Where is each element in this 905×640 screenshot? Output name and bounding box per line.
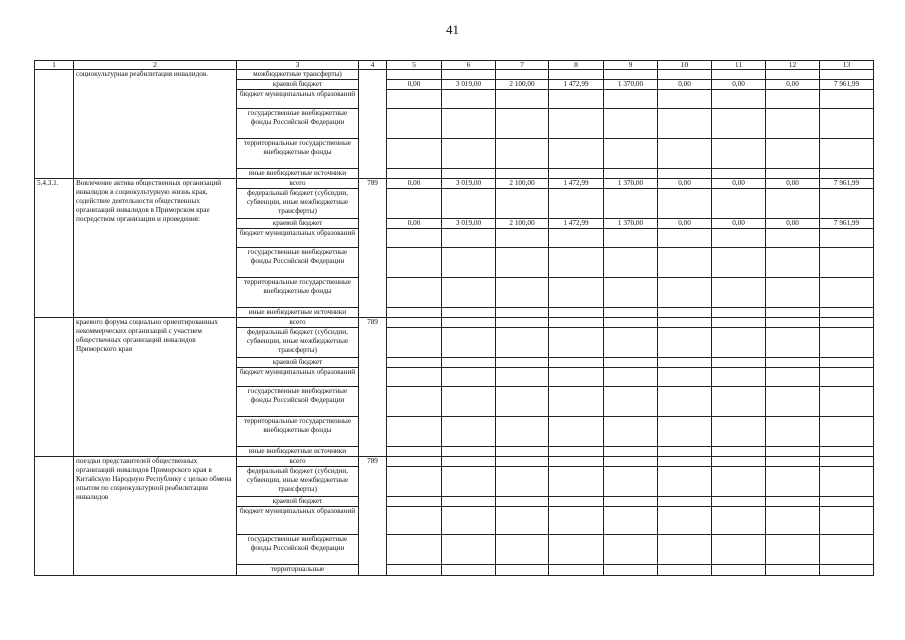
value-cell	[442, 318, 496, 328]
value-cell: 0,00	[712, 179, 766, 189]
value-cell: 7 961,99	[820, 80, 874, 90]
value-cell	[549, 318, 604, 328]
value-cell	[604, 90, 658, 109]
value-cell	[387, 90, 442, 109]
header-cell-8: 8	[549, 61, 604, 70]
value-cell	[549, 467, 604, 497]
value-cell: 0,00	[712, 80, 766, 90]
value-cell	[604, 248, 658, 278]
value-cell	[712, 457, 766, 467]
value-cell	[496, 467, 549, 497]
value-cell: 7 961,99	[820, 179, 874, 189]
value-cell	[496, 70, 549, 80]
header-cell-7: 7	[496, 61, 549, 70]
value-cell	[820, 387, 874, 417]
value-cell: 7 961,99	[820, 219, 874, 229]
value-cell	[820, 90, 874, 109]
value-cell	[712, 248, 766, 278]
value-cell: 1 472,99	[549, 80, 604, 90]
funding-source-cell: иные внебюджетные источники	[237, 169, 359, 179]
value-cell	[549, 417, 604, 447]
value-cell	[712, 535, 766, 565]
header-cell-2: 2	[74, 61, 237, 70]
value-cell	[820, 507, 874, 535]
value-cell	[549, 70, 604, 80]
value-cell	[387, 328, 442, 358]
value-cell	[712, 90, 766, 109]
header-cell-3: 3	[237, 61, 359, 70]
value-cell	[496, 109, 549, 139]
value-cell	[766, 565, 820, 576]
value-cell	[442, 278, 496, 308]
value-cell	[549, 368, 604, 387]
value-cell	[549, 278, 604, 308]
funding-source-cell: иные внебюджетные источники	[237, 308, 359, 318]
value-cell	[604, 358, 658, 368]
funding-source-cell: государственные внебюджетные фонды Российской Федерации	[237, 535, 359, 565]
value-cell	[658, 318, 712, 328]
value-cell	[766, 248, 820, 278]
value-cell	[766, 417, 820, 447]
header-cell-10: 10	[658, 61, 712, 70]
value-cell	[387, 387, 442, 417]
value-cell	[442, 368, 496, 387]
value-cell	[766, 328, 820, 358]
funding-source-cell: бюджет муниципальных образований	[237, 90, 359, 109]
value-cell	[766, 318, 820, 328]
value-cell: 0,00	[658, 219, 712, 229]
value-cell	[442, 248, 496, 278]
value-cell	[658, 189, 712, 219]
value-cell	[766, 535, 820, 565]
value-cell	[712, 447, 766, 457]
value-cell	[442, 447, 496, 457]
value-cell	[604, 278, 658, 308]
value-cell	[442, 535, 496, 565]
value-cell: 3 019,00	[442, 219, 496, 229]
value-cell	[387, 358, 442, 368]
value-cell	[496, 417, 549, 447]
value-cell	[387, 565, 442, 576]
funding-source-cell: территориальные	[237, 565, 359, 576]
value-cell	[658, 169, 712, 179]
value-cell	[442, 139, 496, 169]
value-cell	[549, 535, 604, 565]
header-cell-13: 13	[820, 61, 874, 70]
value-cell	[658, 507, 712, 535]
value-cell	[442, 308, 496, 318]
value-cell	[387, 447, 442, 457]
value-cell	[496, 189, 549, 219]
value-cell	[820, 318, 874, 328]
value-cell: 1 370,00	[604, 80, 658, 90]
value-cell	[766, 507, 820, 535]
value-cell	[766, 139, 820, 169]
funding-source-cell: всего	[237, 318, 359, 328]
funding-source-cell: территориальные государственные внебюджетные фонды	[237, 417, 359, 447]
value-cell	[496, 90, 549, 109]
value-cell	[712, 318, 766, 328]
value-cell	[549, 169, 604, 179]
value-cell	[387, 189, 442, 219]
value-cell: 0,00	[766, 179, 820, 189]
value-cell	[496, 278, 549, 308]
value-cell	[766, 278, 820, 308]
value-cell	[766, 109, 820, 139]
item-code-cell	[35, 318, 74, 457]
value-cell	[820, 229, 874, 248]
funding-source-cell: государственные внебюджетные фонды Российской Федерации	[237, 387, 359, 417]
funding-source-cell: бюджет муниципальных образований	[237, 368, 359, 387]
value-cell	[820, 70, 874, 80]
value-cell	[766, 368, 820, 387]
header-cell-9: 9	[604, 61, 658, 70]
value-cell	[387, 308, 442, 318]
funding-source-cell: территориальные государственные внебюджетные фонды	[237, 139, 359, 169]
item-name-cell: поездки представителей общественных организаций инвалидов Приморского края в Китайскую Народную Республику с целью обмена опытом по социокультурной реабилитации инвалидов	[74, 457, 237, 576]
value-cell	[712, 387, 766, 417]
value-cell	[442, 467, 496, 497]
value-cell	[387, 318, 442, 328]
value-cell	[549, 507, 604, 535]
value-cell	[496, 447, 549, 457]
value-cell	[387, 109, 442, 139]
value-cell	[442, 387, 496, 417]
value-cell	[604, 169, 658, 179]
funding-source-cell: федеральный бюджет (субсидии, субвенции, иные межбюджетные трансферты)	[237, 189, 359, 219]
item-code-cell	[35, 70, 74, 179]
value-cell	[658, 229, 712, 248]
value-cell	[658, 308, 712, 318]
value-cell	[658, 90, 712, 109]
value-cell	[549, 447, 604, 457]
value-cell	[712, 358, 766, 368]
value-cell	[604, 328, 658, 358]
value-cell	[496, 318, 549, 328]
value-cell	[712, 139, 766, 169]
value-cell: 3 019,00	[442, 80, 496, 90]
value-cell	[442, 565, 496, 576]
value-cell	[820, 447, 874, 457]
value-cell	[766, 467, 820, 497]
value-cell: 0,00	[712, 219, 766, 229]
value-cell	[712, 189, 766, 219]
page-number: 41	[446, 22, 459, 37]
value-cell	[712, 417, 766, 447]
value-cell	[549, 358, 604, 368]
value-cell	[820, 565, 874, 576]
value-cell	[766, 70, 820, 80]
value-cell	[442, 497, 496, 507]
funding-source-cell: федеральный бюджет (субсидии, субвенции, иные межбюджетные трансферты)	[237, 328, 359, 358]
value-cell	[387, 457, 442, 467]
value-cell	[604, 507, 658, 535]
value-cell	[549, 189, 604, 219]
table-row	[35, 70, 874, 80]
item-code-cell: 5.4.3.1.	[35, 179, 74, 318]
value-cell	[442, 90, 496, 109]
value-cell: 0,00	[387, 80, 442, 90]
value-cell	[496, 565, 549, 576]
value-cell	[387, 368, 442, 387]
value-cell	[496, 248, 549, 278]
value-cell	[387, 507, 442, 535]
value-cell	[549, 565, 604, 576]
value-cell: 0,00	[658, 80, 712, 90]
value-cell	[712, 507, 766, 535]
funding-source-cell: межбюджетные трансферты)	[237, 70, 359, 80]
value-cell	[658, 535, 712, 565]
value-cell	[712, 328, 766, 358]
value-cell	[820, 497, 874, 507]
value-cell	[549, 139, 604, 169]
value-cell	[604, 387, 658, 417]
item-name-cell: Вовлечение актива общественных организаций инвалидов в социокультурную жизнь края, содействие деятельности общественных организаций инвалидов в Приморском крае посредством организации и проведения:	[74, 179, 237, 318]
value-cell	[496, 387, 549, 417]
value-cell	[658, 70, 712, 80]
value-cell	[496, 308, 549, 318]
value-cell	[604, 139, 658, 169]
value-cell	[820, 368, 874, 387]
funding-source-cell: государственные внебюджетные фонды Российской Федерации	[237, 109, 359, 139]
value-cell	[820, 139, 874, 169]
value-cell	[820, 535, 874, 565]
value-cell	[442, 189, 496, 219]
value-cell	[496, 507, 549, 535]
table-row	[35, 318, 874, 328]
budget-table	[34, 60, 874, 576]
value-cell	[712, 70, 766, 80]
item-code-cell	[35, 457, 74, 576]
value-cell	[496, 139, 549, 169]
value-cell	[820, 358, 874, 368]
value-cell	[820, 169, 874, 179]
column-4-cell	[359, 70, 387, 179]
value-cell	[658, 248, 712, 278]
value-cell	[442, 417, 496, 447]
value-cell	[549, 248, 604, 278]
value-cell	[387, 467, 442, 497]
value-cell: 2 100,00	[496, 80, 549, 90]
value-cell	[820, 457, 874, 467]
value-cell: 2 100,00	[496, 179, 549, 189]
value-cell	[387, 497, 442, 507]
header-cell-12: 12	[766, 61, 820, 70]
value-cell	[442, 229, 496, 248]
value-cell	[658, 417, 712, 447]
value-cell	[496, 497, 549, 507]
header-cell-6: 6	[442, 61, 496, 70]
value-cell	[387, 535, 442, 565]
value-cell	[387, 248, 442, 278]
value-cell	[496, 457, 549, 467]
value-cell: 0,00	[766, 219, 820, 229]
value-cell	[604, 229, 658, 248]
value-cell	[604, 70, 658, 80]
column-4-cell: 789	[359, 318, 387, 457]
value-cell	[766, 169, 820, 179]
value-cell	[604, 318, 658, 328]
value-cell	[766, 497, 820, 507]
value-cell	[658, 109, 712, 139]
header-cell-1: 1	[35, 61, 74, 70]
value-cell	[658, 565, 712, 576]
value-cell	[442, 109, 496, 139]
header-cell-5: 5	[387, 61, 442, 70]
table-row	[35, 457, 874, 467]
funding-source-cell: бюджет муниципальных образований	[237, 229, 359, 248]
value-cell	[712, 278, 766, 308]
value-cell	[820, 248, 874, 278]
value-cell	[766, 447, 820, 457]
value-cell	[712, 169, 766, 179]
value-cell	[549, 457, 604, 467]
value-cell	[604, 467, 658, 497]
value-cell	[549, 328, 604, 358]
value-cell	[387, 278, 442, 308]
item-name-cell: краевого форума социально ориентированных некоммерческих организаций с участием общественных организаций инвалидов Приморского края	[74, 318, 237, 457]
value-cell	[604, 565, 658, 576]
funding-source-cell: краевой бюджет	[237, 497, 359, 507]
value-cell	[442, 169, 496, 179]
value-cell: 0,00	[387, 219, 442, 229]
value-cell: 0,00	[658, 179, 712, 189]
value-cell	[658, 328, 712, 358]
column-4-cell: 789	[359, 457, 387, 576]
value-cell	[658, 497, 712, 507]
value-cell	[387, 139, 442, 169]
value-cell	[712, 467, 766, 497]
value-cell	[604, 535, 658, 565]
funding-source-cell: всего	[237, 457, 359, 467]
value-cell	[658, 447, 712, 457]
funding-source-cell: бюджет муниципальных образований	[237, 507, 359, 535]
value-cell	[820, 109, 874, 139]
value-cell: 1 370,00	[604, 179, 658, 189]
value-cell: 3 019,00	[442, 179, 496, 189]
value-cell	[766, 229, 820, 248]
value-cell	[442, 457, 496, 467]
value-cell	[387, 229, 442, 248]
funding-source-cell: иные внебюджетные источники	[237, 447, 359, 457]
header-cell-4: 4	[359, 61, 387, 70]
value-cell	[766, 189, 820, 219]
value-cell	[496, 169, 549, 179]
item-name-cell: социокультурная реабилитация инвалидов.	[74, 70, 237, 179]
value-cell	[820, 189, 874, 219]
value-cell	[496, 328, 549, 358]
funding-source-cell: государственные внебюджетные фонды Российской Федерации	[237, 248, 359, 278]
value-cell	[766, 308, 820, 318]
header-row	[35, 61, 874, 70]
value-cell	[604, 109, 658, 139]
value-cell: 0,00	[766, 80, 820, 90]
value-cell	[820, 278, 874, 308]
value-cell	[712, 229, 766, 248]
header-cell-11: 11	[712, 61, 766, 70]
value-cell	[387, 417, 442, 447]
value-cell	[820, 328, 874, 358]
value-cell	[549, 90, 604, 109]
value-cell	[442, 358, 496, 368]
value-cell	[604, 308, 658, 318]
value-cell	[387, 169, 442, 179]
value-cell: 1 370,00	[604, 219, 658, 229]
funding-source-cell: краевой бюджет	[237, 358, 359, 368]
value-cell	[712, 565, 766, 576]
value-cell	[604, 457, 658, 467]
column-4-cell: 789	[359, 179, 387, 318]
value-cell	[766, 358, 820, 368]
value-cell	[549, 229, 604, 248]
value-cell	[658, 368, 712, 387]
value-cell	[549, 387, 604, 417]
value-cell	[658, 358, 712, 368]
table-row	[35, 179, 874, 189]
value-cell	[442, 507, 496, 535]
value-cell	[604, 447, 658, 457]
funding-source-cell: территориальные государственные внебюджетные фонды	[237, 278, 359, 308]
value-cell	[712, 368, 766, 387]
value-cell	[658, 278, 712, 308]
value-cell	[658, 457, 712, 467]
value-cell	[712, 497, 766, 507]
value-cell	[766, 457, 820, 467]
value-cell	[442, 328, 496, 358]
value-cell	[820, 417, 874, 447]
value-cell	[766, 387, 820, 417]
value-cell	[658, 139, 712, 169]
value-cell	[387, 70, 442, 80]
value-cell	[658, 387, 712, 417]
value-cell	[604, 497, 658, 507]
value-cell	[712, 109, 766, 139]
value-cell	[496, 358, 549, 368]
value-cell	[712, 308, 766, 318]
value-cell: 1 472,99	[549, 179, 604, 189]
funding-source-cell: краевой бюджет	[237, 219, 359, 229]
value-cell	[496, 229, 549, 248]
funding-source-cell: краевой бюджет	[237, 80, 359, 90]
value-cell	[604, 189, 658, 219]
value-cell	[549, 308, 604, 318]
funding-source-cell: федеральный бюджет (субсидии, субвенции, иные межбюджетные трансферты)	[237, 467, 359, 497]
value-cell	[549, 497, 604, 507]
value-cell	[820, 467, 874, 497]
value-cell	[496, 535, 549, 565]
value-cell	[766, 90, 820, 109]
value-cell: 0,00	[387, 179, 442, 189]
value-cell	[820, 308, 874, 318]
value-cell	[658, 467, 712, 497]
value-cell	[496, 368, 549, 387]
value-cell	[604, 368, 658, 387]
value-cell	[549, 109, 604, 139]
funding-source-cell: всего	[237, 179, 359, 189]
value-cell	[604, 417, 658, 447]
value-cell	[442, 70, 496, 80]
value-cell: 1 472,99	[549, 219, 604, 229]
value-cell: 2 100,00	[496, 219, 549, 229]
